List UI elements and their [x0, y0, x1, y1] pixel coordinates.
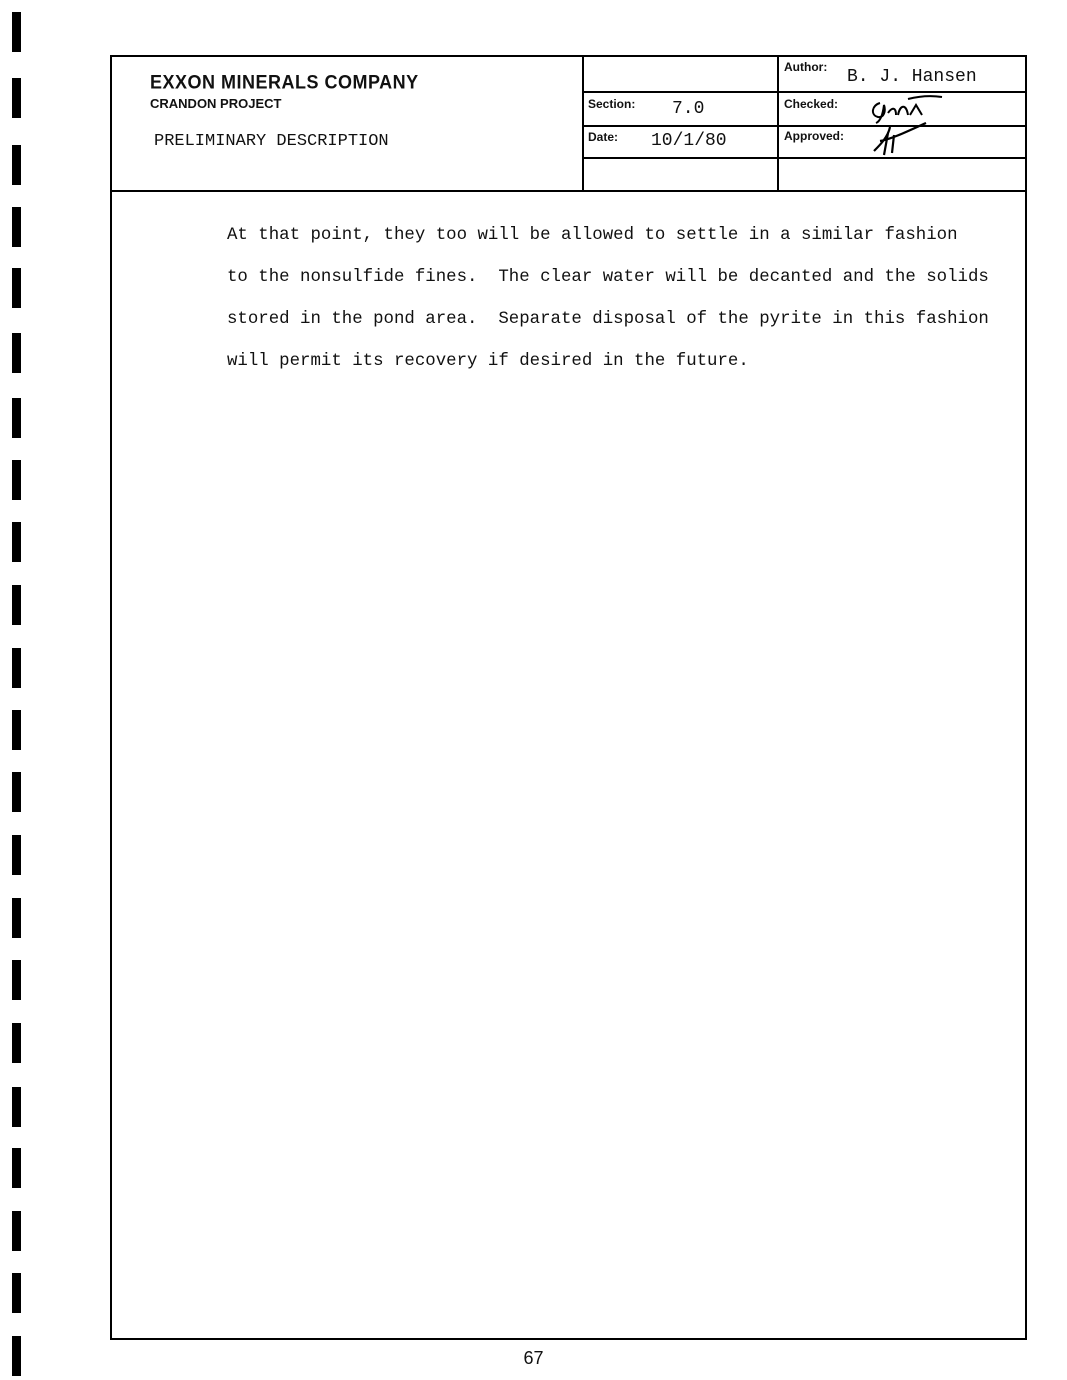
project-name: CRANDON PROJECT: [150, 96, 282, 111]
binding-hole: [12, 78, 21, 118]
binding-hole: [12, 268, 21, 308]
binding-hole: [12, 1148, 21, 1188]
binding-hole: [12, 898, 21, 938]
binding-hole: [12, 648, 21, 688]
binding-hole: [12, 522, 21, 562]
body-text: [227, 215, 1007, 383]
header-divider: [582, 125, 1027, 127]
section-label: Section:: [588, 97, 636, 111]
company-name: EXXON MINERALS COMPANY: [150, 71, 419, 93]
date-label: Date:: [588, 130, 619, 144]
checked-label: Checked:: [784, 97, 839, 111]
header-bottom-rule: [112, 190, 1027, 192]
body-line: will permit its recovery if desired in the future.: [227, 352, 749, 371]
date-value: 10/1/80: [651, 131, 727, 151]
body-line: stored in the pond area. Separate disposal of the pyrite in this fashion: [227, 310, 989, 329]
binding-hole: [12, 835, 21, 875]
binding-hole: [12, 1087, 21, 1127]
binding-hole: [12, 12, 21, 52]
binding-hole: [12, 333, 21, 373]
approved-label: Approved:: [784, 129, 844, 143]
header-divider: [582, 57, 584, 190]
approved-signature: [870, 121, 930, 157]
header-divider: [777, 57, 779, 190]
page-number: 67: [523, 1348, 544, 1368]
binding-hole: [12, 1211, 21, 1251]
author-value: B. J. Hansen: [847, 67, 977, 87]
binding-hole: [12, 1273, 21, 1313]
binding-holes: [12, 0, 22, 1380]
header-divider: [582, 91, 1027, 93]
binding-hole: [12, 960, 21, 1000]
body-line: to the nonsulfide fines. The clear water will be decanted and the solids: [227, 268, 989, 287]
body-line: At that point, they too will be allowed to settle in a similar fashion: [227, 226, 958, 245]
binding-hole: [12, 1023, 21, 1063]
document-type: PRELIMINARY DESCRIPTION: [154, 132, 389, 151]
page-frame: [110, 55, 1027, 1340]
binding-hole: [12, 207, 21, 247]
section-value: 7.0: [672, 99, 705, 119]
binding-hole: [12, 145, 21, 185]
binding-hole: [12, 398, 21, 438]
binding-hole: [12, 772, 21, 812]
binding-hole: [12, 710, 21, 750]
header-divider: [582, 157, 1027, 159]
binding-hole: [12, 460, 21, 500]
author-label: Author:: [784, 60, 828, 74]
binding-hole: [12, 585, 21, 625]
